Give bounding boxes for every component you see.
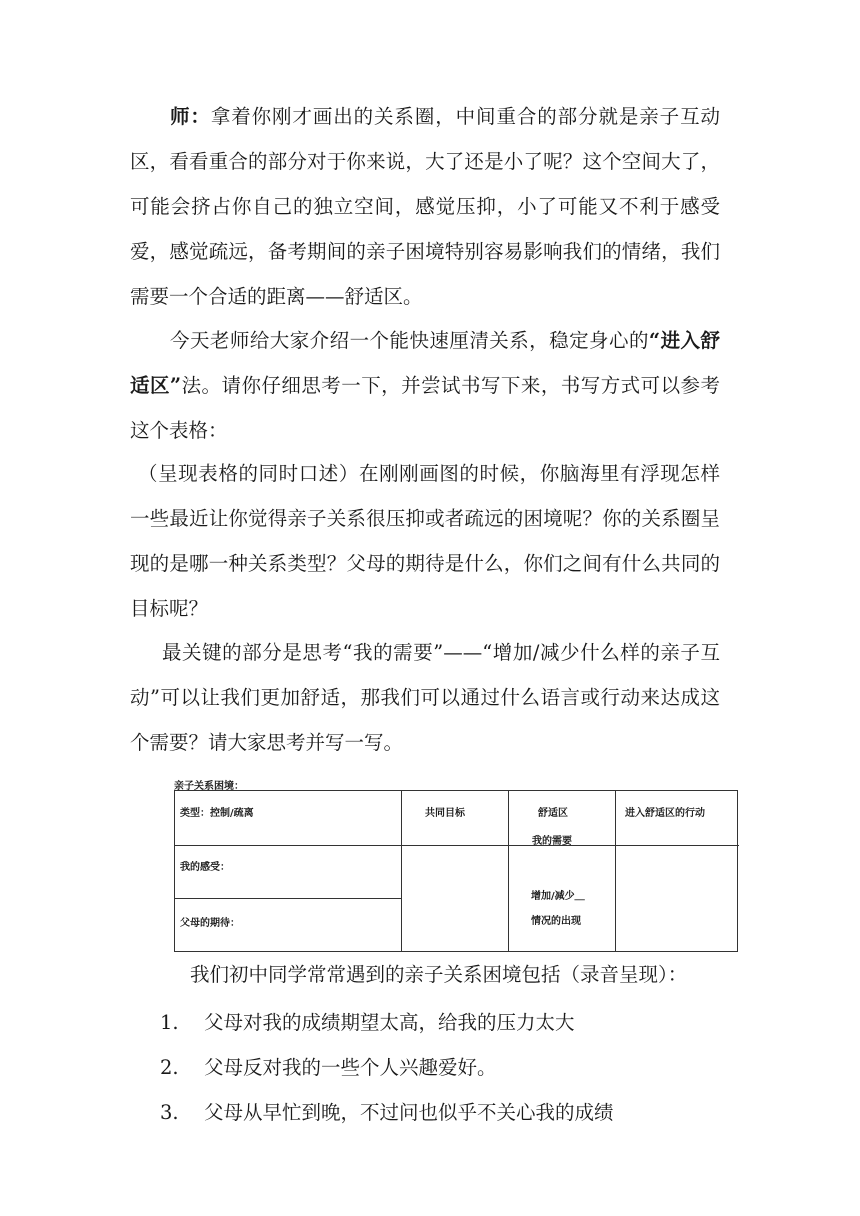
list-item	[160, 1048, 497, 1088]
paragraph-teacher-intro	[130, 94, 720, 319]
list-number: 2.	[160, 1056, 179, 1079]
list-text: 父母对我的成绩期望太高，给我的压力太大	[204, 1011, 575, 1034]
paragraph-text: 拿着你刚才画出的关系圈，中间重合的部分就是亲子互动区，看看重合的部分对于你来说，大了还是小了呢？这个空间大了，可能会挤占你自己的独立空间，感觉压抑，小了可能又不利于感受爱，感觉疏远，备考期间的亲子困境特别容易影响我们的情绪，我们需要一个合适的距离——舒适区。	[130, 105, 720, 308]
comfort-zone-table	[174, 790, 738, 952]
list-text: 父母反对我的一些个人兴趣爱好。	[204, 1056, 497, 1079]
paragraph-key-part: 最关键的部分是思考“我的需要”——“增加/减少什么样的亲子互动”可以让我们更加舒适，那我们可以通过什么语言或行动来达成这个需要？请大家思考并写一写。	[130, 641, 720, 754]
table-divider	[401, 791, 402, 951]
paragraph-text: 今天老师给大家介绍一个能快速厘清关系，稳定身心的	[170, 329, 649, 352]
common-goal-header: 共同目标	[425, 808, 465, 819]
table-divider	[508, 791, 509, 951]
parents-expectation-label: 父母的期待：	[180, 918, 240, 929]
list-number: 1.	[160, 1011, 179, 1034]
increase-decrease-label: 增加/减少＿	[531, 891, 585, 902]
list-item	[160, 1003, 575, 1043]
type-label: 类型：控制/疏离	[180, 808, 254, 819]
list-text: 父母从早忙到晚，不过问也似乎不关心我的成绩	[204, 1101, 614, 1124]
table-caption: 亲子关系困境：	[174, 781, 244, 792]
method-name: “进入舒适区”	[130, 329, 720, 397]
list-number: 3.	[160, 1101, 179, 1124]
list-item	[160, 1093, 614, 1133]
paragraph-text: 法。请你仔细思考一下，并尝试书写下来，书写方式可以参考这个表格：	[130, 374, 720, 442]
my-needs-header: 我的需要	[532, 836, 572, 847]
action-header: 进入舒适区的行动	[625, 808, 705, 819]
table-divider	[615, 791, 616, 951]
speaker-label: 师：	[170, 105, 211, 128]
my-feeling-label: 我的感受：	[180, 862, 230, 873]
table-divider	[175, 845, 739, 846]
comfort-zone-header: 舒适区	[538, 808, 568, 819]
paragraph-table-prompt: （呈现表格的同时口述）在刚刚画图的时候，你脑海里有浮现怎样一些最近让你觉得亲子关系很压抑或者疏远的困境呢？你的关系圈呈现的是哪一种关系类型？父母的期待是什么，你们之间有什么共同的目标呢？	[130, 462, 720, 620]
common-dilemmas-intro: 我们初中同学常常遇到的亲子关系困境包括（录音呈现）：	[190, 963, 688, 986]
paragraph-comfort-zone-method	[130, 318, 720, 453]
situation-label: 情况的出现	[531, 916, 581, 927]
table-divider	[175, 898, 401, 899]
